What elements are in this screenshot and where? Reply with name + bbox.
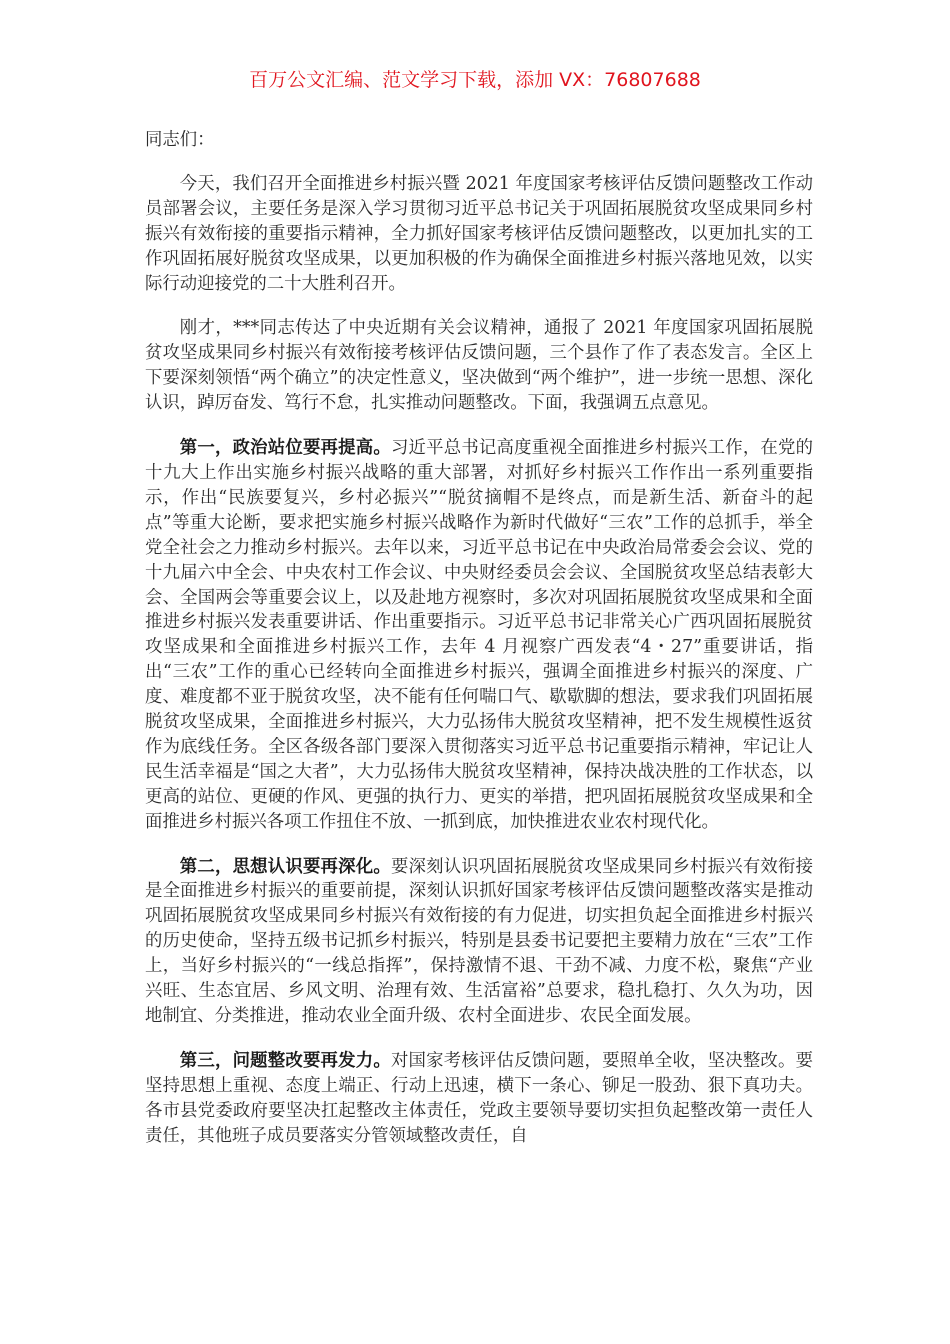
paragraph-text: 刚才，***同志传达了中央近期有关会议精神，通报了 2021 年度国家巩固拓展脱贫攻坚成果同乡村振兴有效衔接考核评估反馈问题，三个县作了作了表态发言。全区上下要深刻领悟“两个确立”的决定性意义，坚决做到“两个维护”，进一步统一思想、深化认识，踔厉奋发、笃行不怠，扎实推动问题整改。下面，我强调五点意见。 [145,318,813,414]
paragraph-text: 今天，我们召开全面推进乡村振兴暨 2021 年度国家考核评估反馈问题整改工作动员部署会议，主要任务是深入学习贯彻习近平总书记关于巩固拓展脱贫攻坚成果同乡村振兴有效衔接的重要指示精神，全力抓好国家考核评估反馈问题整改，以更加扎实的工作巩固拓展好脱贫攻坚成果，以更加积极的作为确保全面推进乡村振兴落地见效，以实际行动迎接党的二十大胜利召开。 [145,173,813,294]
salutation: 同志们： [145,130,215,150]
point-heading: 第二，思想认识要再深化。 [179,856,391,877]
promo-banner: 百万公文汇编、范文学习下载，添加 VX：76807688 [249,69,701,91]
paragraph-text: 习近平总书记高度重视全面推进乡村振兴工作，在党的十九大上作出实施乡村振兴战略的重大部署，对抓好乡村振兴工作作出一系列重要指示，作出“民族要复兴，乡村必振兴”“脱贫摘帽不是终点，而是新生活、新奋斗的起点”等重大论断，要求把实施乡村振兴战略作为新时代做好“三农”工作的总抓手，举全党全社会之力推动乡村振兴。去年以来，习近平总书记在中央政治局常委会会议、党的十九届六中全会、中央农村工作会议、中央财经委员会会议、全国脱贫攻坚总结表彰大会、全国两会等重要会议上，以及赴地方视察时，多次对巩固拓展脱贫攻坚成果和全面推进乡村振兴发表重要讲话、作出重要指示。习近平总书记非常关心广西巩固拓展脱贫攻坚成果和全面推进乡村振兴工作，去年 4 月视察广西发表“4・27”重要讲话，指出“三农”工作的重心已经转向全面推进乡村振兴，强调全面推进乡村振兴的深度、广度、难度都不亚于脱贫攻坚，决不能有任何喘口气、歇歇脚的想法，要求我们巩固拓展脱贫攻坚成果，全面推进乡村振兴，大力弘扬伟大脱贫攻坚精神，把不发生规模性返贫作为底线任务。全区各级各部门要深入贯彻落实习近平总书记重要指示精神，牢记让人民生活幸福是“国之大者”，大力弘扬伟大脱贫攻坚精神，保持决战决胜的工作状态，以更高的站位、更硬的作风、更强的执行力、更实的举措，把巩固拓展脱贫攻坚成果和全面推进乡村振兴各项工作扭住不放、一抓到底，加快推进农业农村现代化。 [145,438,813,832]
paragraph-text: 要深刻认识巩固拓展脱贫攻坚成果同乡村振兴有效衔接是全面推进乡村振兴的重要前提，深刻认识抓好国家考核评估反馈问题整改落实是推动巩固拓展脱贫攻坚成果同乡村振兴有效衔接的有力促进，切实担负起全面推进乡村振兴的历史使命，坚持五级书记抓乡村振兴，特别是县委书记要把主要精力放在“三农”工作上，当好乡村振兴的“一线总指挥”，保持激情不退、干劲不减、力度不松，聚焦“产业兴旺、生态宜居、乡风文明、治理有效、生活富裕”总要求，稳扎稳打、久久为功，因地制宜、分类推进，推动农业全面升级、农村全面进步、农民全面发展。 [145,856,813,1026]
document-body [145,128,813,1169]
paragraph-point-3 [145,1049,813,1149]
point-heading: 第一，政治站位要再提高。 [179,438,391,459]
paragraph-point-2 [145,855,813,1029]
paragraph-point-1 [145,436,813,835]
paragraph-text: 对国家考核评估反馈问题，要照单全收，坚决整改。要坚持思想上重视、态度上端正、行动上迅速，横下一条心、铆足一股劲、狠下真功夫。各市县党委政府要坚决扛起整改主体责任，党政主要领导要切实担负起整改第一责任人责任，其他班子成员要落实分管领域整改责任，自 [145,1050,813,1146]
paragraph-opening [145,172,813,297]
point-heading: 第三，问题整改要再发力。 [179,1050,391,1071]
paragraph-context [145,316,813,416]
